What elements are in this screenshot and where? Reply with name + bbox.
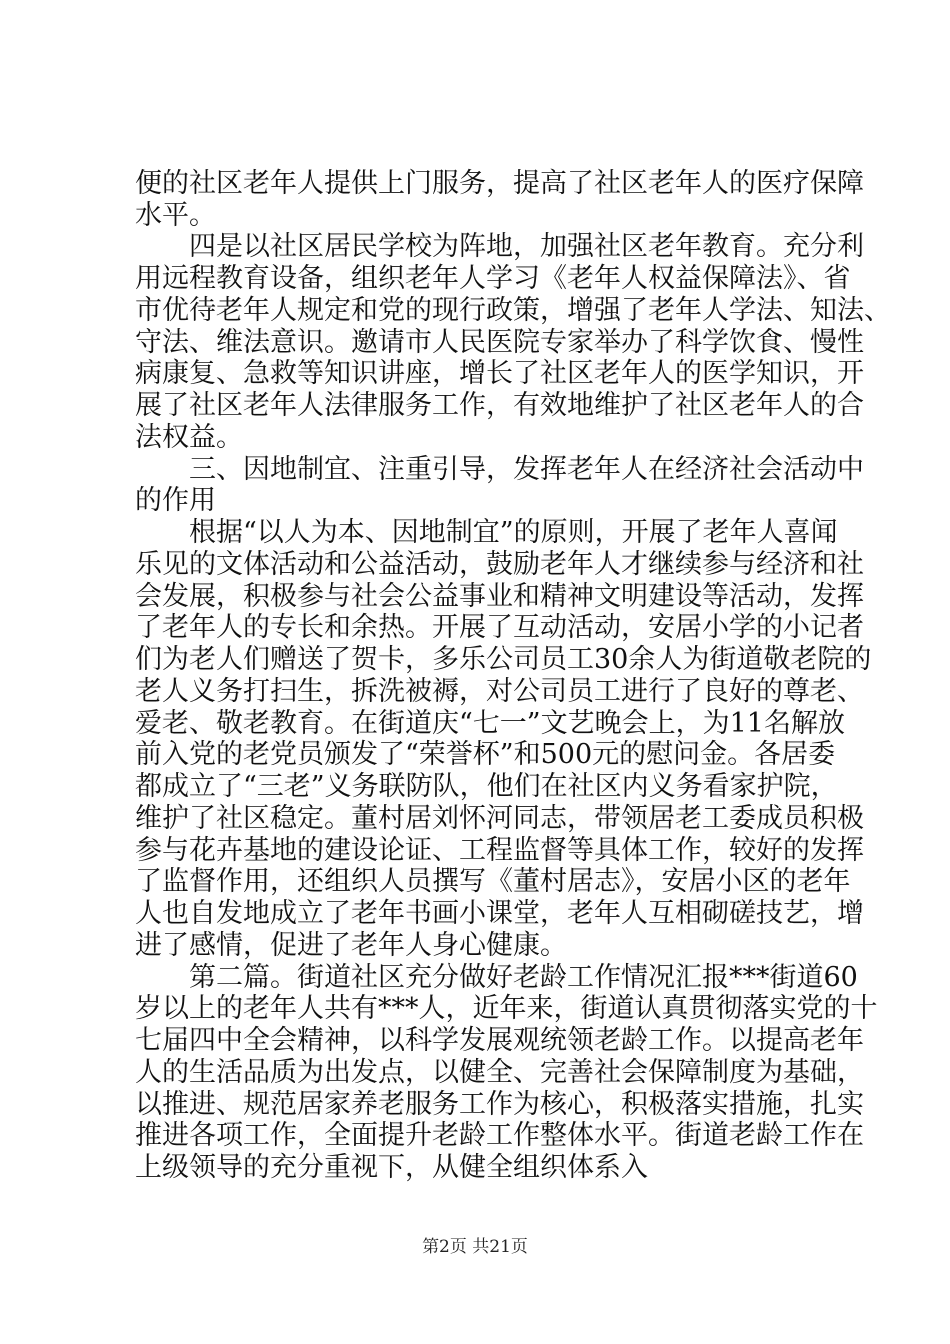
- text-line: 维护了社区稳定。董村居刘怀河同志，带领居老工委成员积极: [135, 803, 864, 834]
- text-line: 上级领导的充分重视下，从健全组织体系入: [135, 1152, 648, 1183]
- text-line: 第二篇。街道社区充分做好老龄工作情况汇报***街道60: [189, 962, 858, 993]
- text-line: 人的生活品质为出发点，以健全、完善社会保障制度为基础，: [135, 1057, 864, 1088]
- text-line: 了监督作用，还组织人员撰写《董村居志》，安居小区的老年: [135, 866, 851, 897]
- text-line: 水平。: [135, 200, 216, 231]
- text-line: 人也自发地成立了老年书画小课堂，老年人互相砌磋技艺，增: [135, 898, 864, 929]
- text-line: 了老年人的专长和余热。开展了互动活动，安居小学的小记者: [135, 612, 864, 643]
- page-footer: 第2页 共21页: [422, 1237, 528, 1257]
- text-line: 用远程教育设备，组织老年人学习《老年人权益保障法》、省: [135, 263, 851, 294]
- text-line: 参与花卉基地的建设论证、工程监督等具体工作，较好的发挥: [135, 835, 864, 866]
- text-line: 前入党的老党员颁发了“荣誉杯”和500元的慰问金。各居委: [135, 739, 836, 770]
- text-line: 展了社区老年人法律服务工作，有效地维护了社区老年人的合: [135, 390, 864, 421]
- text-line: 进了感情，促进了老年人身心健康。: [135, 930, 567, 961]
- text-line: 便的社区老年人提供上门服务，提高了社区老年人的医疗保障: [135, 168, 864, 199]
- text-line: 守法、维法意识。邀请市人民医院专家举办了科学饮食、慢性: [135, 327, 864, 358]
- text-line: 老人义务打扫生，拆洗被褥，对公司员工进行了良好的尊老、: [135, 676, 864, 707]
- text-line: 们为老人们赠送了贺卡，多乐公司员工30余人为街道敬老院的: [135, 644, 872, 675]
- text-line: 病康复、急救等知识讲座，增长了社区老年人的医学知识，开: [135, 358, 864, 389]
- text-line: 推进各项工作，全面提升老龄工作整体水平。街道老龄工作在: [135, 1120, 864, 1151]
- section-heading: 的作用: [135, 485, 216, 516]
- text-line: 市优待老年人规定和党的现行政策，增强了老年人学法、知法、: [135, 295, 891, 326]
- text-line: 以推进、规范居家养老服务工作为核心，积极落实措施，扎实: [135, 1089, 864, 1120]
- text-line: 法权益。: [135, 422, 243, 453]
- text-line: 七届四中全会精神，以科学发展观统领老龄工作。以提高老年: [135, 1025, 864, 1056]
- text-line: 爱老、敬老教育。在街道庆“七一”文艺晚会上，为11名解放: [135, 708, 845, 739]
- text-line: 岁以上的老年人共有***人，近年来，街道认真贯彻落实党的十: [135, 993, 878, 1024]
- text-line: 乐见的文体活动和公益活动，鼓励老年人才继续参与经济和社: [135, 549, 864, 580]
- text-line: 都成立了“三老”义务联防队，他们在社区内义务看家护院，: [135, 771, 838, 802]
- text-line: 四是以社区居民学校为阵地，加强社区老年教育。充分利: [189, 231, 864, 262]
- section-heading: 三、因地制宜、注重引导，发挥老年人在经济社会活动中: [189, 454, 864, 485]
- text-line: 根据“以人为本、因地制宜”的原则，开展了老年人喜闻: [189, 517, 838, 548]
- text-line: 会发展，积极参与社会公益事业和精神文明建设等活动，发挥: [135, 581, 864, 612]
